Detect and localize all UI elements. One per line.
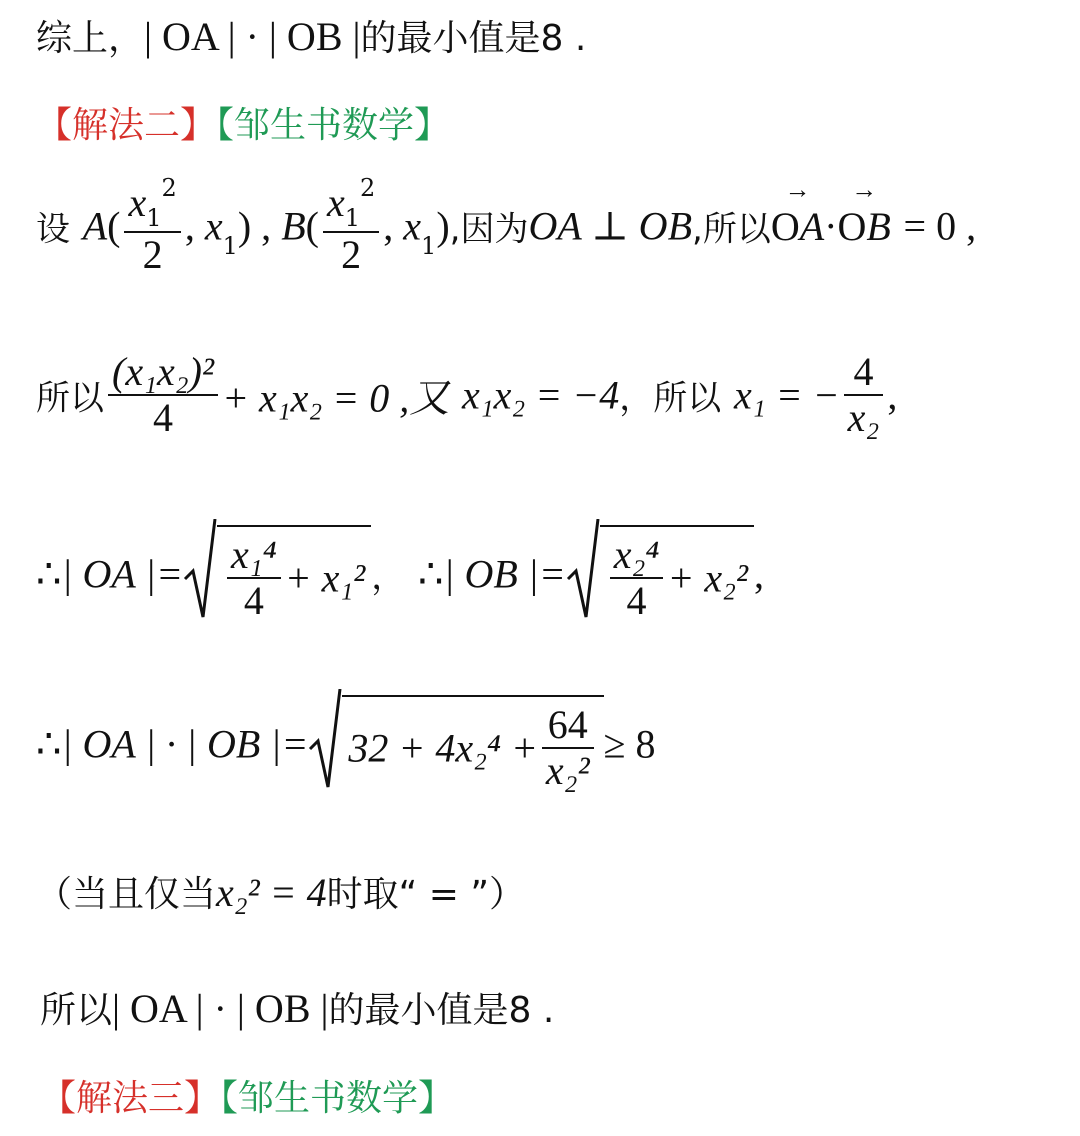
radical-icon: [308, 689, 342, 789]
equality-condition-line: （当且仅当x₂² = 4时取“ = ”）: [36, 870, 526, 915]
ge-8: ≥ 8: [603, 721, 656, 767]
radical-icon: [183, 519, 217, 619]
math-expr-2: | OA | · | OB |: [112, 986, 329, 1031]
point-a: A: [82, 203, 108, 249]
text-so: 所以: [36, 378, 104, 419]
eq-zero: = 0 ,: [903, 203, 977, 249]
conclusion-line-2: 所以| OA | · | OB |的最小值是8 .: [40, 986, 555, 1031]
brand-label: 【邹生书数学】: [220, 1078, 455, 1119]
condition-expr: x₂² = 4: [216, 870, 327, 915]
point-b: B: [281, 203, 306, 249]
sqrt-ob: $\frac{\text{x₂⁴}}{4}$ + x₂²: [566, 525, 754, 623]
method-label: 【解法二】: [36, 105, 217, 146]
conclusion-line-1: [36, 10, 586, 61]
text-suffix: 的最小值是8 .: [360, 18, 587, 59]
fraction-x1x2sq-over-4: $\frac{\text{(x₁x₂)²}}{4}$: [108, 350, 218, 440]
fraction-x1sq-over-2-b: $\frac{x_1^2}{2}$: [323, 175, 379, 277]
product-expr: x₁x₂ = −4: [461, 372, 620, 418]
vector-oa: → OA: [771, 203, 824, 250]
setup-line: 设 A( $\frac{x_1^2}{2}$ , $x_1$) , B( $\frac{x_1^2}{2}$ , $x_1$),因为OA ⊥ OB,所以→ OA·→ OB = 0 ,: [36, 175, 976, 277]
sqrt-oa: $\frac{\text{x₁⁴}}{4}$ + x₁²: [183, 525, 371, 623]
method-two-header: [36, 97, 450, 148]
radical-icon: [566, 519, 600, 619]
x1-expr: x₁ = −: [734, 372, 840, 418]
magnitude-line: ∴| OA |= $\frac{\text{x₁⁴}}{4}$ + x₁² ， ∴| OB |= $\frac{\text{x₂⁴}}{4}$ + x₂² ,: [36, 525, 764, 623]
text-prefix: 综上，: [36, 18, 145, 59]
brand-label: 【邹生书数学】: [216, 105, 451, 146]
sum-expr: + x₁x₂ = 0 ,又: [221, 375, 450, 421]
method-three-header: [40, 1070, 454, 1121]
method-label: 【解法三】: [40, 1078, 221, 1119]
equation-line: 所以 $\frac{\text{(x₁x₂)²}}{4}$ + x₁x₂ = 0 ,又 x₁x₂ = −4，所以 x₁ = − $\frac{4}{\text{x₂}}$ ,: [36, 349, 898, 440]
sqrt-product: 32 + 4x₂⁴ + $\frac{64}{\text{x₂²}}$: [308, 695, 603, 793]
text-so: ,所以: [692, 209, 771, 250]
product-inequality-line: ∴| OA | · | OB |= 32 + 4x₂⁴ + $\frac{64}{\text{x₂²}}$ ≥ 8: [36, 695, 656, 793]
perp-expr: OA ⊥ OB: [528, 203, 693, 249]
fraction-x1sq-over-2: $\frac{x_1^2}{2}$: [124, 175, 180, 277]
oa-magnitude: | OA |=: [61, 551, 184, 597]
text-because: ,因为: [449, 209, 529, 250]
math-expr: | OA | · | OB |: [144, 14, 361, 59]
text-so-2: ，所以: [619, 378, 722, 419]
vector-ob: → OB: [837, 203, 890, 250]
product-lhs: | OA | · | OB |=: [61, 721, 309, 767]
ob-magnitude: | OB |=: [443, 551, 566, 597]
text-set: 设: [36, 209, 70, 250]
fraction-4-over-x2: $\frac{4}{\text{x₂}}$: [844, 350, 884, 440]
